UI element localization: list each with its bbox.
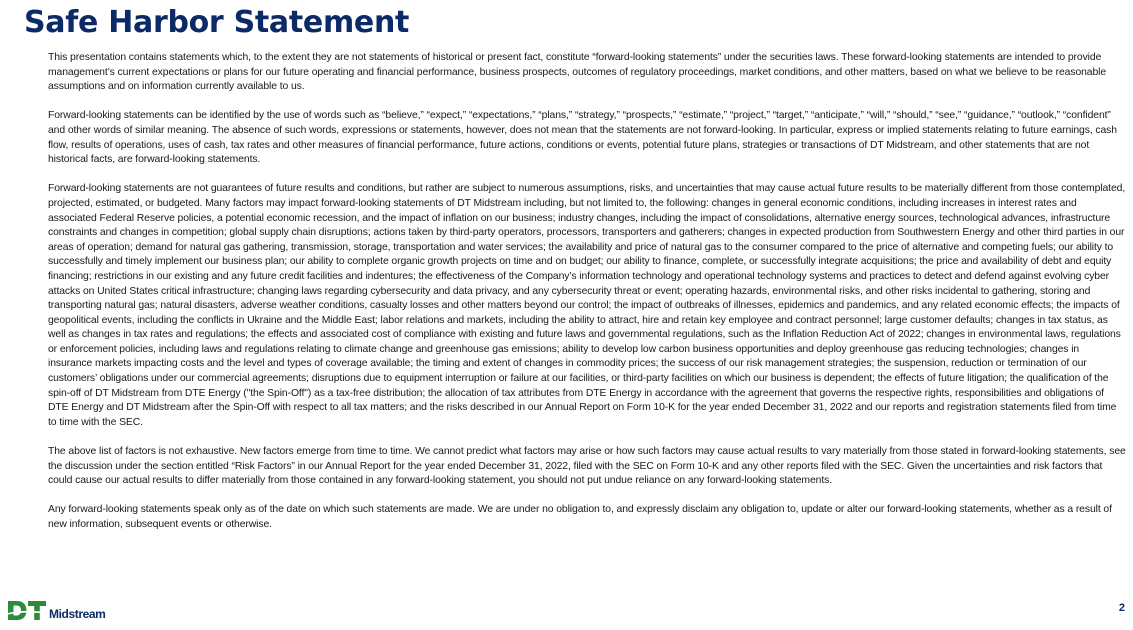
logo-wordmark: Midstream: [49, 607, 106, 621]
dt-logo-mark-icon: [7, 600, 47, 621]
paragraph-not-exhaustive: The above list of factors is not exhaustive. New factors emerge from time to time. We cannot predict what factors may arise or how such factors may cause actual results to vary materially from those stated in forward-looking statements, see the discussion under the section entitled “Risk Factors” in our Annual Report for the year ended December 31, 2022, filed with the SEC on Form 10-K and any other reports filed with the SEC. Given the uncertainties and risk factors that could cause our actual results to differ materially from those contained in any forward-looking statement, you should not put undue reliance on any forward-looking statements.: [48, 446, 1126, 487]
dt-midstream-logo: [7, 599, 105, 621]
paragraph-identification: Forward-looking statements can be identified by the use of words such as “believe,” “expect,” “expectations,” “plans,” “strategy,” “prospects,” “estimate,” “project,” “target,” “anticipate,” “will,” “should,” “see,” “guidance,” “outlook,” “confident” and other words of similar meaning. The absence of such words, expressions or statements, however, does not mean that the statements are not forward-looking. In particular, express or implied statements relating to future earnings, cash flow, results of operations, uses of cash, tax rates and other measures of financial performance, future actions, conditions or events, potential future plans, strategies or transactions of DT Midstream, and other statements that are not historical facts, are forward-looking statements.: [48, 110, 1117, 166]
page-title: Safe Harbor Statement: [24, 5, 410, 40]
paragraph-no-obligation: Any forward-looking statements speak only as of the date on which such statements are made. We are under no obligation to, and expressly disclaim any obligation to, update or alter our forward-looking statements, whether as a result of new information, subsequent events or otherwise.: [48, 504, 1112, 530]
paragraph-intro: This presentation contains statements which, to the extent they are not statements of historical or present fact, constitute “forward-looking statements” under the securities laws. These forward-looking statements are intended to provide management’s current expectations or plans for our future operating and financial performance, business prospects, outcomes of regulatory proceedings, market conditions, and other matters, based on what we believe to be reasonable assumptions and on information currently available to us.: [48, 52, 1107, 93]
safe-harbor-body: [48, 51, 1126, 533]
page-number: 2: [1118, 602, 1125, 614]
paragraph-risk-factors: Forward-looking statements are not guarantees of future results and conditions, but rather are subject to numerous assumptions, risks, and uncertainties that may cause actual future results to be materially different from those contemplated, projected, estimated, or budgeted. Many factors may impact forward-looking statements of DT Midstream including, but not limited to, the following: changes in general economic conditions, including increases in interest rates and associated Federal Reserve policies, a potential economic recession, and the impact of inflation on our business; industry changes, including the impact of consolidations, alternative energy sources, technological advances, infrastructure constraints and changes in competition; global supply chain disruptions; actions taken by third-party operators, processors, transporters and gatherers; changes in expected production from Southwestern Energy and other third parties in our areas of operation; demand for natural gas gathering, transmission, storage, transportation and water services; the availability and price of natural gas to the consumer compared to the price of alternative and competing fuels; our ability to successfully and timely implement our business plan; our ability to complete organic growth projects on time and on budget; our ability to finance, complete, or successfully integrate acquisitions; the price and availability of debt and equity financing; restrictions in our existing and any future credit facilities and indentures; the effectiveness of the Company’s information technology and operational technology systems and practices to detect and defend against evolving cyber attacks on United States critical infrastructure; changing laws regarding cybersecurity and data privacy, and any cybersecurity threat or event; operating hazards, environmental risks, and other risks incidental to gathering, storing and transporting natural gas; natural disasters, adverse weather conditions, casualty losses and other matters beyond our control; the impact of outbreaks of illnesses, epidemics and pandemics, and any related economic effects; the impacts of geopolitical events, including the conflicts in Ukraine and the Middle East; labor relations and markets, including the ability to attract, hire and retain key employee and contract personnel; large customer defaults; changes in tax status, as well as changes in tax rates and regulations; the effects and associated cost of compliance with existing and future laws and governmental regulations, such as the Inflation Reduction Act of 2022; changes in environmental laws, regulations or enforcement policies, including laws and regulations relating to climate change and greenhouse gas emissions; ability to develop low carbon business opportunities and deploy greenhouse gas reducing technologies; changes in insurance markets impacting costs and the level and types of coverage available; the timing and extent of changes in commodity prices; the success of our risk management strategies; the suspension, reduction or termination of our customers’ obligations under our commercial agreements; disruptions due to equipment interruption or failure at our facilities, or third-party facilities on which our business is dependent; the effects of future litigation; the qualification of the spin-off of DT Midstream from DTE Energy ("the Spin-Off") as a tax-free distribution; the allocation of tax attributes from DTE Energy in accordance with the agreement that governs the respective rights, responsibilities and obligations of DTE Energy and DT Midstream after the Spin-Off with respect to all tax matters; and the risks described in our Annual Report on Form 10-K for the year ended December 31, 2022 and our reports and registration statements filed from time to time with the SEC.: [48, 183, 1126, 428]
